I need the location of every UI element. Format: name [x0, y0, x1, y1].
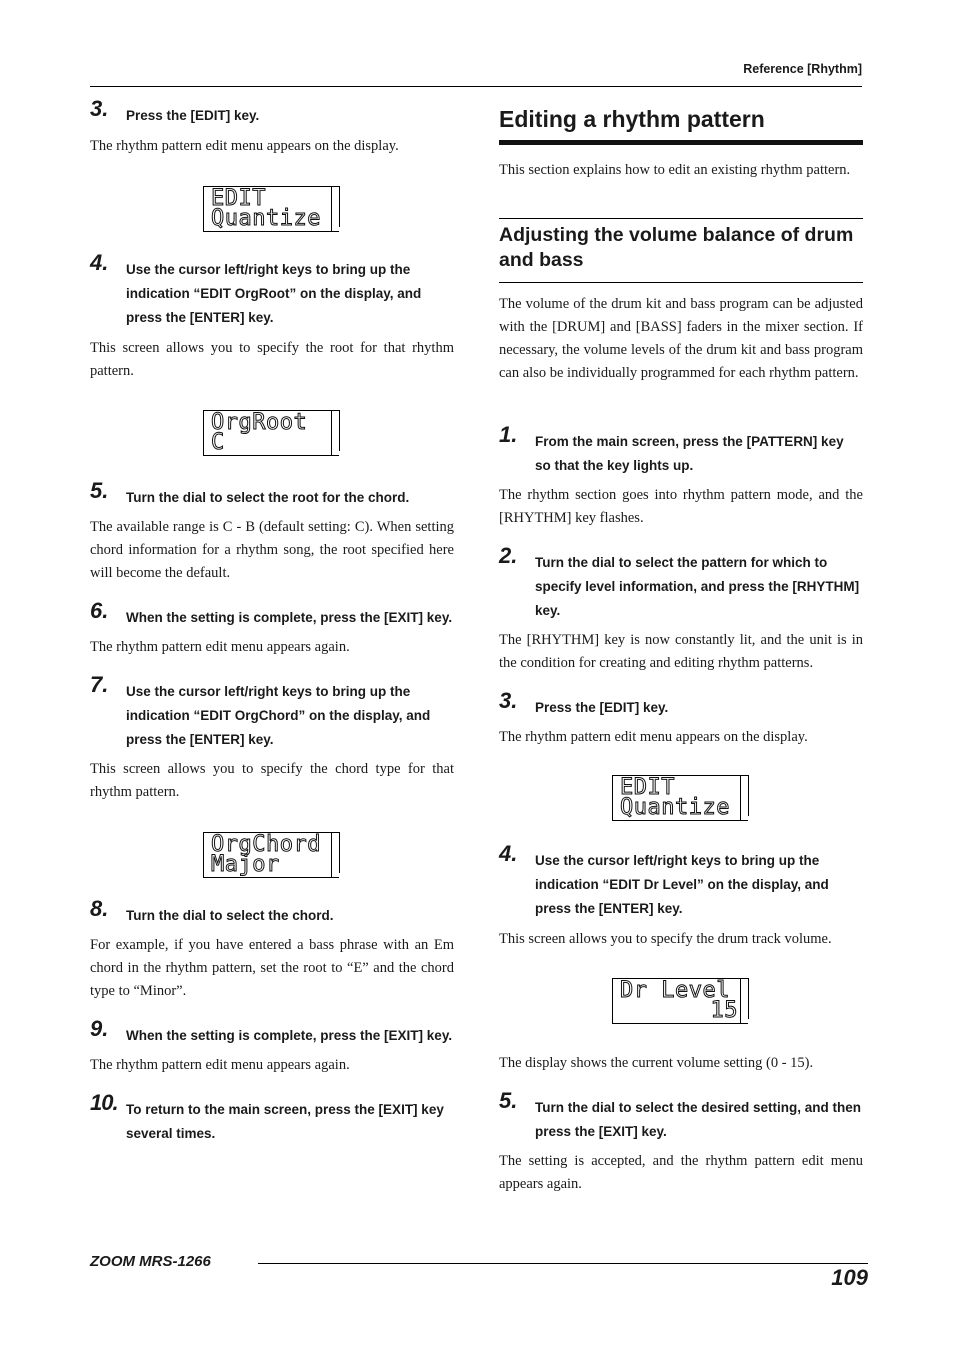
- step-number: 3.: [499, 688, 518, 713]
- step-5: [90, 478, 454, 510]
- lcd-line-2: C: [211, 430, 225, 455]
- lcd-line-1: OrgRoot: [211, 410, 308, 435]
- display-note: The display shows the current volume setting (0 - 15).: [499, 1055, 814, 1071]
- section-intro: This section explains how to edit an existing rhythm pattern.: [499, 162, 851, 178]
- step-number: 2.: [499, 543, 518, 568]
- step-number: 5.: [499, 1088, 518, 1113]
- step-instruction: When the setting is complete, press the [EXIT] key.: [126, 1028, 453, 1043]
- footer-rule: [258, 1263, 868, 1264]
- step-8: [90, 896, 454, 928]
- lcd-line-2: 15: [710, 998, 738, 1023]
- step-4: [90, 250, 454, 330]
- step-6: [90, 598, 454, 630]
- step-number: 4.: [90, 250, 109, 275]
- lcd-display-edit-quantize: [203, 186, 339, 232]
- step-description: The rhythm section goes into rhythm pattern mode, and the [RHYTHM] key flashes.: [499, 487, 863, 526]
- lcd-display-edit-quantize: [612, 775, 748, 821]
- lcd-line-2: Quantize: [211, 206, 321, 231]
- step-4: [499, 841, 863, 921]
- step-1: [499, 422, 863, 478]
- lcd-display-orgchord: [203, 832, 339, 878]
- step-description: For example, if you have entered a bass phrase with an Em chord in the rhythm pattern, set the root to “E” and the chord type to “Minor”.: [90, 937, 454, 999]
- step-description: This screen allows you to specify the chord type for that rhythm pattern.: [90, 761, 454, 800]
- step-instruction: Turn the dial to select the chord.: [126, 908, 334, 923]
- step-3: [499, 688, 863, 720]
- step-instruction: Use the cursor left/right keys to bring up the indication “EDIT OrgRoot” on the display, and press the [ENTER] key.: [126, 262, 422, 325]
- running-header: Reference [Rhythm]: [743, 62, 862, 76]
- title-underline-bar: [499, 140, 863, 145]
- step-instruction: Turn the dial to select the root for the chord.: [126, 490, 410, 505]
- step-number: 9.: [90, 1016, 109, 1041]
- subsection-rule-bottom: [499, 282, 863, 283]
- step-instruction: Use the cursor left/right keys to bring up the indication “EDIT OrgChord” on the display, and press the [ENTER] key.: [126, 684, 431, 747]
- step-description: The [RHYTHM] key is now constantly lit, and the unit is in the condition for creating and editing rhythm patterns.: [499, 632, 863, 671]
- step-instruction: Turn the dial to select the desired setting, and then press the [EXIT] key.: [535, 1100, 862, 1139]
- lcd-line-1: OrgChord: [211, 832, 321, 857]
- lcd-line-1: EDIT: [211, 186, 266, 211]
- step-description: This screen allows you to specify the root for that rhythm pattern.: [90, 340, 454, 379]
- step-instruction: From the main screen, press the [PATTERN] key so that the key lights up.: [535, 434, 844, 473]
- header-rule: [90, 86, 862, 87]
- step-instruction: Turn the dial to select the pattern for which to specify level information, and press the [RHYTHM] key.: [535, 555, 860, 618]
- step-description: The available range is C - B (default setting: C). When setting chord information for a rhythm song, the root specified here will become the default.: [90, 519, 454, 581]
- lcd-line-2: Quantize: [620, 795, 730, 820]
- step-number: 6.: [90, 598, 109, 623]
- subsection-intro: The volume of the drum kit and bass program can be adjusted with the [DRUM] and [BASS] faders in the mixer section. If necessary, the volume levels of the drum kit and bass program can also be individually programmed for each rhythm pattern.: [499, 296, 863, 381]
- lcd-display-dr-level: [612, 978, 748, 1024]
- subsection-rule-top: [499, 218, 863, 219]
- step-number: 5.: [90, 478, 109, 503]
- step-instruction: When the setting is complete, press the [EXIT] key.: [126, 610, 453, 625]
- lcd-display-orgroot: [203, 410, 339, 456]
- step-number: 3.: [90, 96, 109, 121]
- step-9: [90, 1016, 454, 1048]
- footer-brand: ZOOM MRS-1266: [90, 1253, 211, 1270]
- step-number: 7.: [90, 672, 109, 697]
- step-number: 10.: [90, 1090, 118, 1115]
- lcd-line-1: EDIT: [620, 775, 675, 800]
- step-description: This screen allows you to specify the drum track volume.: [499, 931, 832, 947]
- step-number: 1.: [499, 422, 518, 447]
- step-description: The rhythm pattern edit menu appears on the display.: [90, 138, 399, 154]
- lcd-line-1: Dr Level: [620, 978, 730, 1003]
- step-instruction: Press the [EDIT] key.: [535, 700, 669, 715]
- step-description: The rhythm pattern edit menu appears again.: [90, 639, 350, 655]
- page-number: 109: [831, 1265, 868, 1290]
- step-10: [90, 1090, 454, 1146]
- step-5: [499, 1088, 863, 1144]
- lcd-line-2: Major: [211, 852, 280, 877]
- step-description: The rhythm pattern edit menu appears again.: [90, 1057, 350, 1073]
- step-2: [499, 543, 863, 623]
- step-instruction: To return to the main screen, press the [EXIT] key several times.: [126, 1102, 444, 1141]
- step-description: The rhythm pattern edit menu appears on the display.: [499, 729, 808, 745]
- step-number: 4.: [499, 841, 518, 866]
- step-instruction: Press the [EDIT] key.: [126, 108, 260, 123]
- step-instruction: Use the cursor left/right keys to bring up the indication “EDIT Dr Level” on the display, and press the [ENTER] key.: [535, 853, 829, 916]
- step-description: The setting is accepted, and the rhythm pattern edit menu appears again.: [499, 1153, 863, 1192]
- section-title: Editing a rhythm pattern: [499, 106, 765, 132]
- subsection-title: Adjusting the volume balance of drum and bass: [499, 224, 854, 271]
- step-3: [90, 96, 454, 128]
- step-number: 8.: [90, 896, 109, 921]
- step-7: [90, 672, 454, 752]
